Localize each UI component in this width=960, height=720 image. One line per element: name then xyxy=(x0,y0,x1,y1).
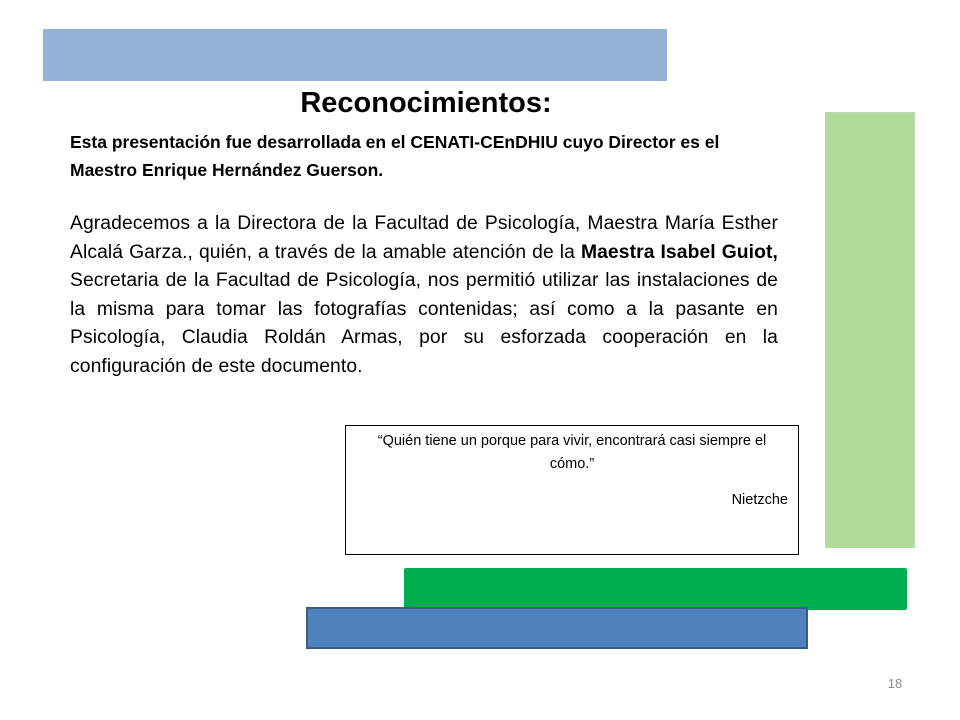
green-decorative-bar xyxy=(404,568,907,610)
acknowledgement-bold-name: Maestra Isabel Guiot, xyxy=(580,241,778,263)
quote-author: Nietzche xyxy=(731,492,788,508)
side-decorative-bar xyxy=(825,112,915,548)
page-number: 18 xyxy=(887,676,903,691)
acknowledgement-text-part2: Secretaria de la Facultad de Psicología, nos permitió utilizar las instalaciones de la misma para tomar las fotografías contenidas; así como a la pasante en Psicología, Claudia Roldán Armas, por su esforzada cooperación en la configuración de este documento. xyxy=(70,270,778,377)
acknowledgement-paragraph xyxy=(70,210,778,381)
intro-paragraph: Esta presentación fue desarrollada en el CENATI-CEnDHIU cuyo Director es el Maestro Enrique Hernández Guerson. xyxy=(70,132,720,180)
acknowledgement-text-part1: Agradecemos a la Directora de la Facultad de Psicología, Maestra María Esther Alcalá Garza., quién, a través de la amable atención de la xyxy=(70,213,778,263)
blue-decorative-bar xyxy=(306,607,808,649)
top-decorative-bar xyxy=(43,29,667,81)
quote-text: “Quién tiene un porque para vivir, encontrará casi siempre el cómo.” xyxy=(377,433,767,472)
quote-box xyxy=(345,425,799,555)
slide-title: Reconocimientos: xyxy=(300,87,552,119)
